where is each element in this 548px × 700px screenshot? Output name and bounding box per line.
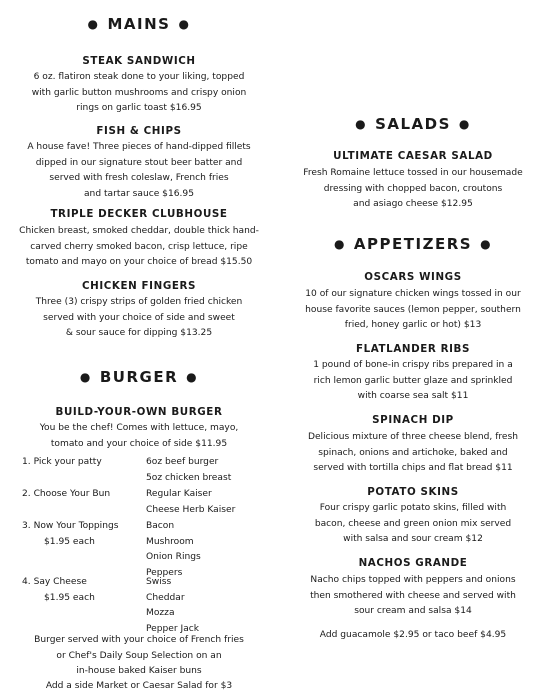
burger-side-salad-note: Add a side Market or Caesar Salad for $3 <box>45 681 233 691</box>
appetizers-addon-note: Add guacamole $2.95 or taco beef $4.95 <box>319 630 507 640</box>
item-desc-steak-sandwich: 6 oz. flatiron steak done to your liking, topped with garlic button mushrooms and crispy onion rings on garlic toast $16.95 <box>31 72 247 113</box>
bullet-icon: ● <box>480 237 493 251</box>
item-title-nachos-grande: NACHOS GRANDE <box>358 557 468 569</box>
item-desc-caesar-salad: Fresh Romaine lettuce tossed in our housemade dressing with chopped bacon, croutons and asiago cheese $12.95 <box>303 168 523 209</box>
item-title-potato-skins: POTATO SKINS <box>367 486 459 498</box>
item-desc-chicken-fingers: Three (3) crispy strips of golden fried chicken served with your choice of side and sweet & sour sauce for dipping $13.25 <box>35 297 243 338</box>
item-desc-fish-chips: A house fave! Three pieces of hand-dipped fillets dipped in our signature stout beer batter and served with fresh coleslaw, French fries and tartar sauce $16.95 <box>27 142 251 199</box>
item-title-flatlander-ribs: FLATLANDER RIBS <box>355 343 471 355</box>
item-title-steak-sandwich: STEAK SANDWICH <box>82 55 196 67</box>
item-title-fish-chips: FISH & CHIPS <box>96 125 182 137</box>
item-title-spinach-dip: SPINACH DIP <box>372 414 454 426</box>
item-desc-potato-skins: Four crispy garlic potato skins, filled with bacon, cheese and green onion mix served with salsa and sour cream $12 <box>314 503 512 544</box>
bullet-icon: ● <box>458 117 471 131</box>
item-desc-triple-decker: Chicken breast, smoked cheddar, double thick hand- carved cherry smoked bacon, crisp lettuce, ripe tomato and mayo on your choice of bread $15.50 <box>19 226 259 267</box>
bullet-icon: ● <box>178 17 191 31</box>
item-title-triple-decker: TRIPLE DECKER CLUBHOUSE <box>50 208 228 220</box>
item-desc-flatlander-ribs: 1 pound of bone-in crispy ribs prepared in a rich lemon garlic butter glaze and sprinkled with coarse sea salt $11 <box>313 360 513 401</box>
bullet-icon: ● <box>333 237 346 251</box>
item-title-build-your-own-burger: BUILD-YOUR-OWN BURGER <box>55 406 223 418</box>
burger-heading: ● BURGER ● <box>79 368 199 386</box>
item-title-caesar-salad: ULTIMATE CAESAR SALAD <box>333 150 493 162</box>
burger-footer-note: Burger served with your choice of French fries or Chef's Daily Soup Selection on an in-house baked Kaiser buns <box>34 635 244 676</box>
salads-heading: ● SALADS ● <box>355 115 471 133</box>
bullet-icon: ● <box>186 370 199 384</box>
item-desc-nachos-grande: Nacho chips topped with peppers and onions then smothered with cheese and served with sour cream and salsa $14 <box>310 575 516 616</box>
appetizers-heading: ● APPETIZERS ● <box>333 235 493 253</box>
item-desc-oscars-wings: 10 of our signature chicken wings tossed in our house favorite sauces (lemon pepper, southern fried, honey garlic or hot) $13 <box>305 289 521 330</box>
bullet-icon: ● <box>87 17 100 31</box>
item-title-oscars-wings: OSCARS WINGS <box>364 271 462 283</box>
mains-heading: ● MAINS ● <box>87 15 191 33</box>
item-title-chicken-fingers: CHICKEN FINGERS <box>81 280 197 292</box>
item-desc-spinach-dip: Delicious mixture of three cheese blend, fresh spinach, onions and artichoke, baked and served with tortilla chips and flat bread $11 <box>307 432 519 473</box>
item-desc-build-your-own-burger: You be the chef! Comes with lettuce, mayo, tomato and your choice of side $11.95 <box>39 423 239 449</box>
bullet-icon: ● <box>355 117 368 131</box>
bullet-icon: ● <box>79 370 92 384</box>
